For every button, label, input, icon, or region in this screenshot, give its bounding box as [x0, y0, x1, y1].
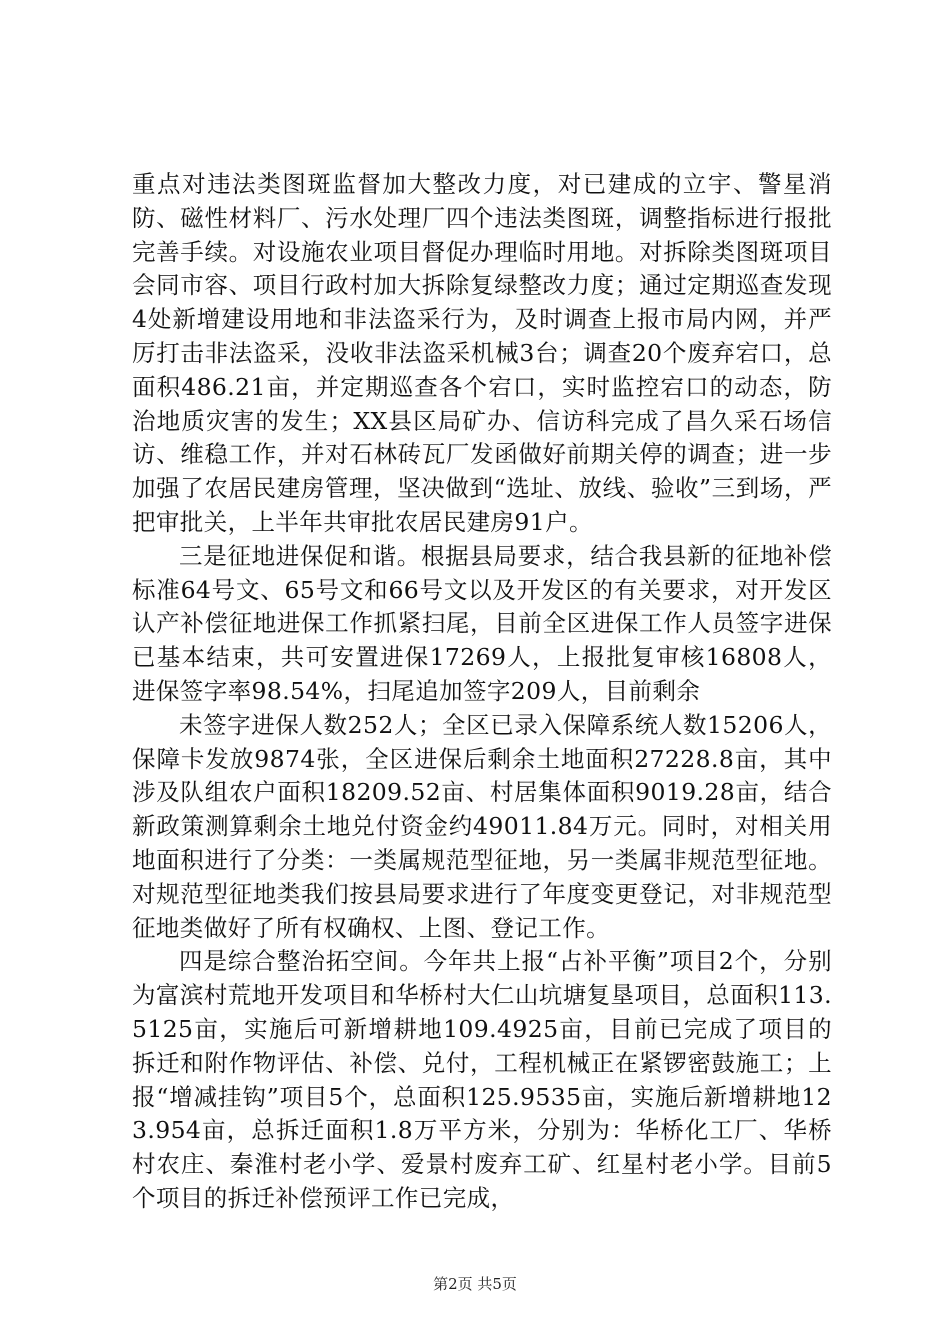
- paragraph-2: 三是征地进保促和谐。根据县局要求，结合我县新的征地补偿标准64号文、65号文和66号文以及开发区的有关要求，对开发区认产补偿征地进保工作抓紧扫尾，目前全区进保工作人员签字进保已基本结束，共可安置进保17269人，上报批复审核16808人，进保签字率98.54%，扫尾追加签字209人，目前剩余: [132, 541, 832, 705]
- page-footer: [0, 1274, 950, 1294]
- paragraph-4: 四是综合整治拓空间。今年共上报“占补平衡”项目2个，分别为富滨村荒地开发项目和华桥村大仁山坑塘复垦项目，总面积113.5125亩，实施后可新增耕地109.4925亩，目前已完成了项目的拆迁和附作物评估、补偿、兑付，工程机械正在紧锣密鼓施工；上报“增减挂钩”项目5个，总面积125.9535亩，实施后新增耕地123.954亩，总拆迁面积1.8万平方米，分别为：华桥化工厂、华桥村农庄、秦淮村老小学、爱景村废弃工矿、红星村老小学。目前5个项目的拆迁补偿预评工作已完成，: [132, 947, 832, 1212]
- paragraph-3: 未签字进保人数252人；全区已录入保障系统人数15206人，保障卡发放9874张，全区进保后剩余土地面积27228.8亩，其中涉及队组农户面积18209.52亩、村居集体面积9019.28亩，结合新政策测算剩余土地兑付资金约49011.84万元。同时，对相关用地面积进行了分类：一类属规范型征地，另一类属非规范型征地。对规范型征地类我们按县局要求进行了年度变更登记，对非规范型征地类做好了所有权确权、上图、登记工作。: [132, 710, 832, 942]
- paragraph-1: 重点对违法类图斑监督加大整改力度，对已建成的立宇、警星消防、磁性材料厂、污水处理厂四个违法类图斑，调整指标进行报批完善手续。对设施农业项目督促办理临时用地。对拆除类图斑项目会同市容、项目行政村加大拆除复绿整改力度；通过定期巡查发现4处新增建设用地和非法盗采行为，及时调查上报市局内网，并严厉打击非法盗采，没收非法盗采机械3台；调查20个废弃宕口，总面积486.21亩，并定期巡查各个宕口，实时监控宕口的动态，防治地质灾害的发生；XX县区局矿办、信访科完成了昌久采石场信访、维稳工作，并对石林砖瓦厂发函做好前期关停的调查；进一步加强了农居民建房管理，坚决做到“选址、放线、验收”三到场，严把审批关，上半年共审批农居民建房91户。: [132, 170, 832, 536]
- page-number-label: 第2页 共5页: [433, 1275, 517, 1293]
- document-body: [132, 168, 832, 1216]
